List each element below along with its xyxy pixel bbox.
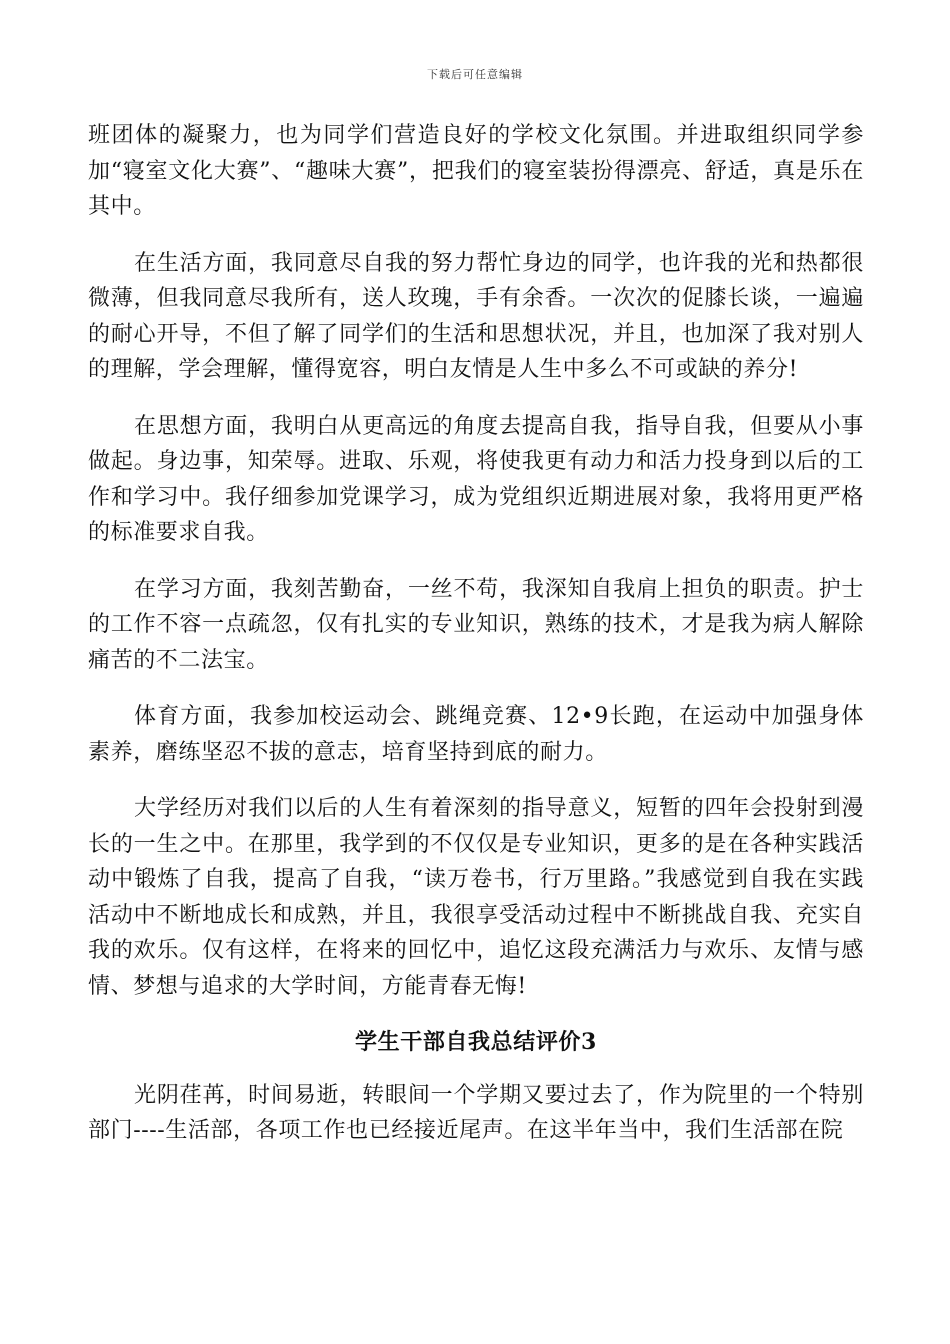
section-paragraph: 光阴荏苒，时间易逝，转眼间一个学期又要过去了，作为院里的一个特别部门----生活部，各项工作也已经接近尾声。在这半年当中，我们生活部在院	[88, 1082, 864, 1143]
document-body	[88, 118, 864, 1170]
section-title: 学生干部自我总结评价3	[355, 1029, 597, 1055]
paragraph-conclusion: 大学经历对我们以后的人生有着深刻的指导意义，短暂的四年会投射到漫长的一生之中。在那里，我学到的不仅仅是专业知识，更多的是在各种实践活动中锻炼了自我，提高了自我，“读万卷书，行万里路。”我感觉到自我在实践活动中不断地成长和成熟，并且，我很享受活动过程中不断挑战自我、充实自我的欢乐。仅有这样，在将来的回忆中，追忆这段充满活力与欢乐、友情与感情、梦想与追求的大学时间，方能青春无悔!	[88, 796, 864, 999]
paragraph-study: 在学习方面，我刻苦勤奋，一丝不苟，我深知自我肩上担负的职责。护士的工作不容一点疏忽，仅有扎实的专业知识，熟练的技术，才是我为病人解除痛苦的不二法宝。	[88, 576, 864, 673]
paragraph-thought: 在思想方面，我明白从更高远的角度去提高自我，指导自我，但要从小事做起。身边事，知荣辱。进取、乐观，将使我更有动力和活力投身到以后的工作和学习中。我仔细参加党课学习，成为党组织近期进展对象，我将用更严格的标准要求自我。	[88, 413, 864, 545]
paragraph-sports: 体育方面，我参加校运动会、跳绳竞赛、12•9长跑，在运动中加强身体素养，磨练坚忍不拔的意志，培育坚持到底的耐力。	[88, 704, 864, 765]
paragraph-life: 在生活方面，我同意尽自我的努力帮忙身边的同学，也许我的光和热都很微薄，但我同意尽我所有，送人玫瑰，手有余香。一次次的促膝长谈，一遍遍的耐心开导，不但了解了同学们的生活和思想状况，并且，也加深了我对别人的理解，学会理解，懂得宽容，明白友情是人生中多么不可或缺的养分!	[88, 250, 864, 382]
paragraph-continuation: 班团体的凝聚力，也为同学们营造良好的学校文化氛围。并进取组织同学参加“寝室文化大赛”、“趣味大赛”，把我们的寝室装扮得漂亮、舒适，真是乐在其中。	[88, 123, 864, 219]
page-header: 下载后可任意编辑	[427, 68, 523, 81]
